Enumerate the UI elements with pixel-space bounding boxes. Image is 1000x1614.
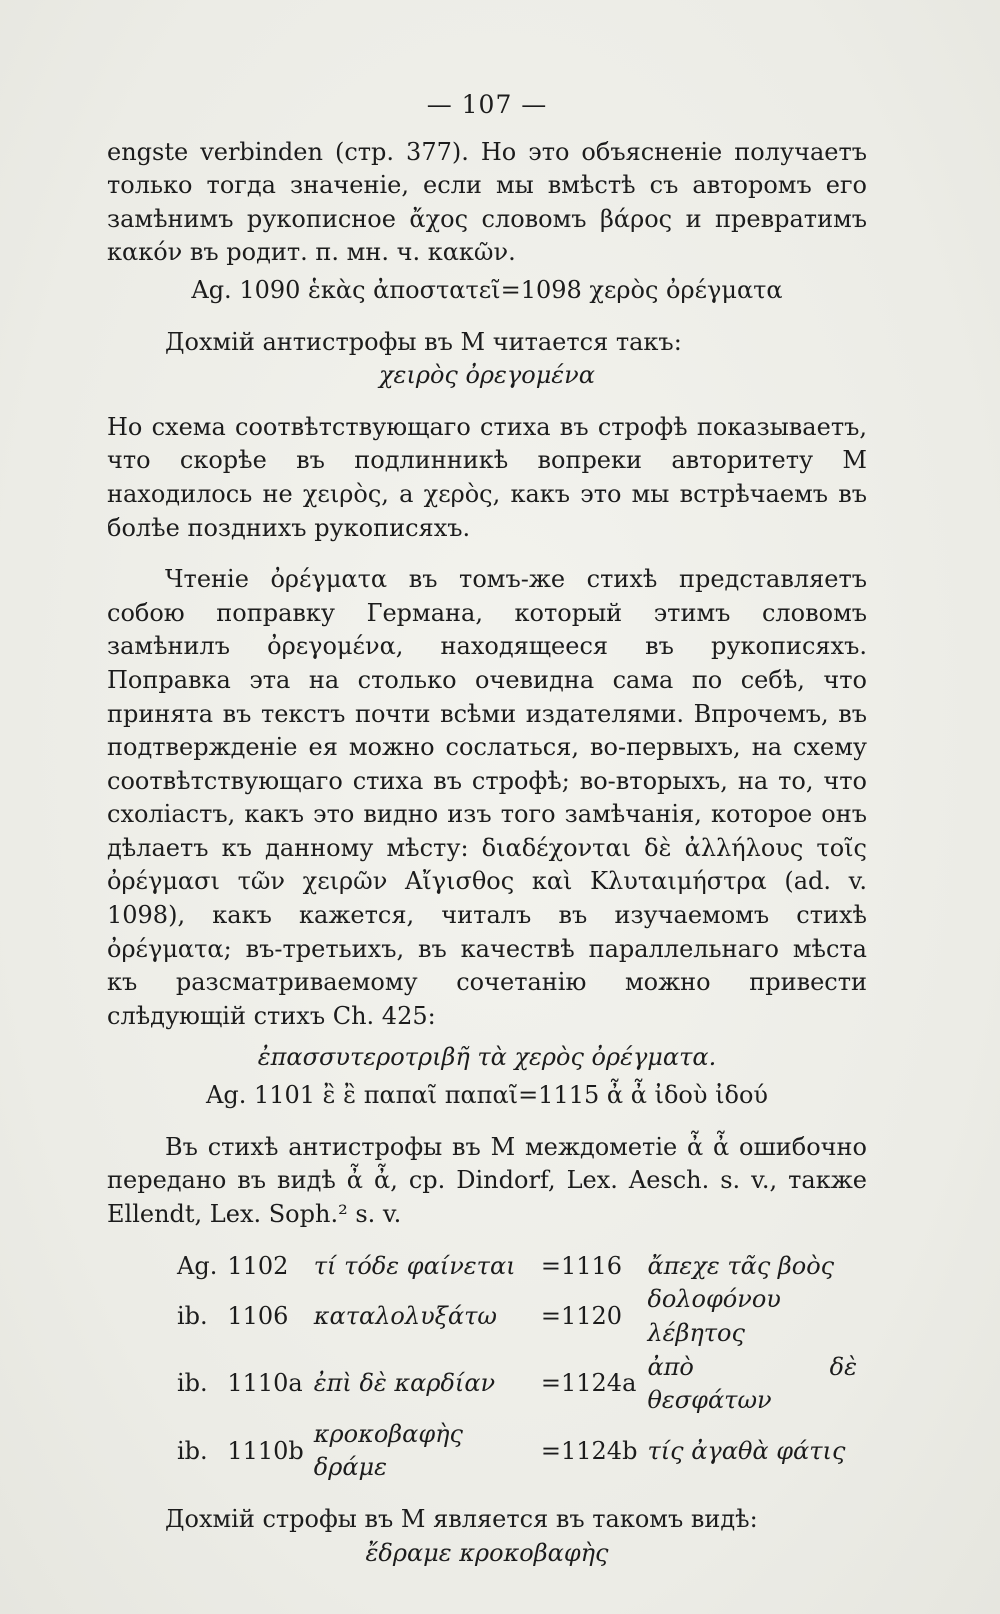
paragraph-2: Но схема соотвѣтствующаго стиха въ строфѣ показываетъ, что скорѣе въ подлинникѣ вопреки авторитету M находилось не χειρὸς, а χερὸς, какъ это мы встрѣчаемъ въ болѣе позднихъ рукописяхъ.: [107, 412, 867, 542]
ref-antistrophe-text: ἄπεχε τᾶς βοὸς: [647, 1251, 835, 1280]
paragraph-3: Чтеніе ὀρέγματα въ томъ-же стихѣ представляетъ собою поправку Германа, который этимъ словомъ замѣнилъ ὀρεγομένα, находящееся въ рукописяхъ. Поправка эта на столько очевидна сама по себѣ, что принята въ текстъ почти всѣми издателями. Впрочемъ, въ подтвержденіе ея можно сослаться, во-первыхъ, на схему соотвѣтствующаго стиха въ строфѣ; во-вторыхъ, на то, что схоліастъ, какъ это видно изъ того замѣчанія, которое онъ дѣлаетъ къ данному мѣсту: διαδέχονται δὲ ἀλλήλους τοῖς ὀρέγμασι τῶν χειρῶν Αἴγισθος καὶ Κλυταιμήστρα (ad. v. 1098), какъ кажется, читалъ въ изучаемомъ стихѣ ὀρέγματα; въ-третьихъ, въ качествѣ параллельнаго мѣста къ разсматриваемому сочетанію можно привести слѣдующій стихъ Ch. 425:: [107, 565, 867, 1030]
greek-quote-1: χειρὸς ὀρεγομένα: [379, 361, 595, 390]
ref-verse-number: 1110a: [227, 1369, 303, 1398]
verse-reference-row: [177, 1418, 867, 1485]
verse-reference-row: [177, 1351, 867, 1418]
dochmius-strophe-intro: Дохмій строфы въ M является въ такомъ видѣ:: [165, 1504, 758, 1533]
ref-antistrophe-number: =1116: [540, 1251, 623, 1280]
verse-ag-1101: Ag. 1101 ἒ ἒ παπαῖ παπαῖ=1115 ἆ ἆ ἰδοὺ ἰδού: [206, 1081, 768, 1110]
page-text: [107, 88, 867, 1570]
paragraph-1: engste verbinden (стр. 377). Но это объясненіе получаетъ только тогда значеніе, если мы вмѣстѣ съ авторомъ его замѣнимъ рукописное ἄχος словомъ βάρος и превратимъ κακόν въ родит. п. мн. ч. κακῶν.: [107, 137, 867, 267]
verse-reference-row: [177, 1249, 867, 1283]
ref-antistrophe-text: δολοφόνου λέβητος: [647, 1285, 781, 1347]
ref-antistrophe-text: τίς ἀγαθὰ φάτις: [647, 1436, 846, 1465]
ref-strophe-text: καταλολυξάτω: [313, 1302, 497, 1331]
greek-quote-3: ἔδραμε κροκοβαφὴς: [365, 1538, 609, 1567]
ref-source: ib.: [177, 1302, 208, 1331]
greek-quote-2: ἐπασσυτεροτριβῆ τὰ χερὸς ὀρέγματα.: [257, 1043, 717, 1072]
paragraph-4: Въ стихѣ антистрофы въ M междометіе ἆ ἆ ошибочно передано въ видѣ ἆ ἆ, ср. Dindorf, Lex. Aesch. s. v., также Ellendt, Lex. Soph.² s. v.: [107, 1132, 867, 1228]
verse-ag-1090: Ag. 1090 ἑκὰς ἀποστατεῖ=1098 χερὸς ὀρέγματα: [191, 275, 783, 304]
ref-antistrophe-number: =1120: [540, 1302, 623, 1331]
ref-antistrophe-text: ἀπὸ δὲ θεσφάτων: [647, 1352, 857, 1415]
ref-strophe-text: ἐπὶ δὲ καρδίαν: [313, 1369, 496, 1398]
ref-strophe-text: κροκοβαφὴς δράμε: [313, 1419, 463, 1482]
ref-source: Ag.: [177, 1251, 218, 1280]
verse-reference-list: [177, 1249, 867, 1485]
ref-source: ib.: [177, 1369, 208, 1398]
ref-verse-number: 1106: [227, 1302, 289, 1331]
page-number: — 107 —: [426, 90, 548, 119]
ref-antistrophe-number: =1124b: [540, 1436, 638, 1465]
ref-verse-number: 1110b: [227, 1436, 304, 1465]
ref-antistrophe-number: =1124a: [540, 1369, 637, 1398]
dochmius-antistrophe-intro: Дохмій антистрофы въ M читается такъ:: [165, 327, 682, 356]
verse-reference-row: [177, 1283, 867, 1350]
verse-reference-table: [177, 1249, 867, 1485]
ref-source: ib.: [177, 1436, 208, 1465]
ref-strophe-text: τί τόδε φαίνεται: [313, 1251, 516, 1280]
ref-verse-number: 1102: [227, 1251, 289, 1280]
